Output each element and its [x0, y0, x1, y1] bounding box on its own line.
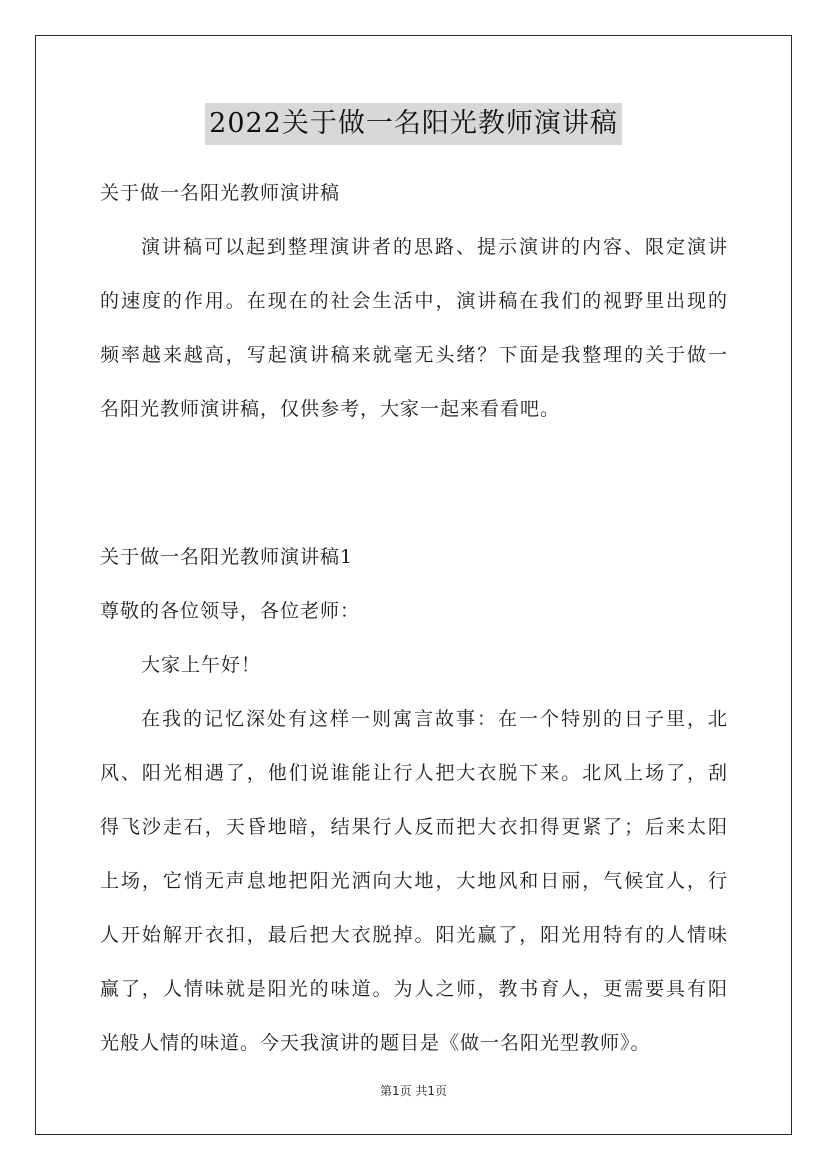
section-heading: 关于做一名阳光教师演讲稿1: [100, 546, 354, 568]
subtitle: 关于做一名阳光教师演讲稿: [100, 182, 341, 204]
story-line: 人开始解开衣扣，最后把大衣脱掉。阳光赢了，阳光用特有的人情味: [100, 924, 728, 946]
story-line: 上场，它悄无声息地把阳光洒向大地，大地风和日丽，气候宜人，行: [100, 870, 728, 892]
document-title: 2022关于做一名阳光教师演讲稿: [205, 103, 622, 145]
story-line: 赢了，人情味就是阳光的味道。为人之师，教书育人，更需要具有阳: [100, 978, 728, 1000]
title-container: [0, 103, 827, 145]
document-body: [100, 173, 728, 1063]
intro-line: 的速度的作用。在现在的社会生活中，演讲稿在我们的视野里出现的: [100, 290, 728, 312]
greeting: 大家上午好！: [141, 654, 262, 676]
intro-line: 演讲稿可以起到整理演讲者的思路、提示演讲的内容、限定演讲: [141, 236, 728, 258]
story-line: 风、阳光相遇了，他们说谁能让行人把大衣脱下来。北风上场了，刮: [100, 762, 728, 784]
page-number-footer: 第1页 共1页: [379, 1084, 448, 1098]
intro-line: 名阳光教师演讲稿，仅供参考，大家一起来看看吧。: [100, 398, 561, 420]
salutation: 尊敬的各位领导，各位老师：: [100, 600, 361, 622]
intro-line: 频率越来越高，写起演讲稿来就毫无头绪？下面是我整理的关于做一: [100, 344, 728, 366]
story-line: 得飞沙走石，天昏地暗，结果行人反而把大衣扣得更紧了；后来太阳: [100, 816, 728, 838]
story-line: 光般人情的味道。今天我演讲的题目是《做一名阳光型教师》。: [100, 1032, 651, 1054]
story-line: 在我的记忆深处有这样一则寓言故事：在一个特别的日子里，北: [141, 708, 728, 730]
